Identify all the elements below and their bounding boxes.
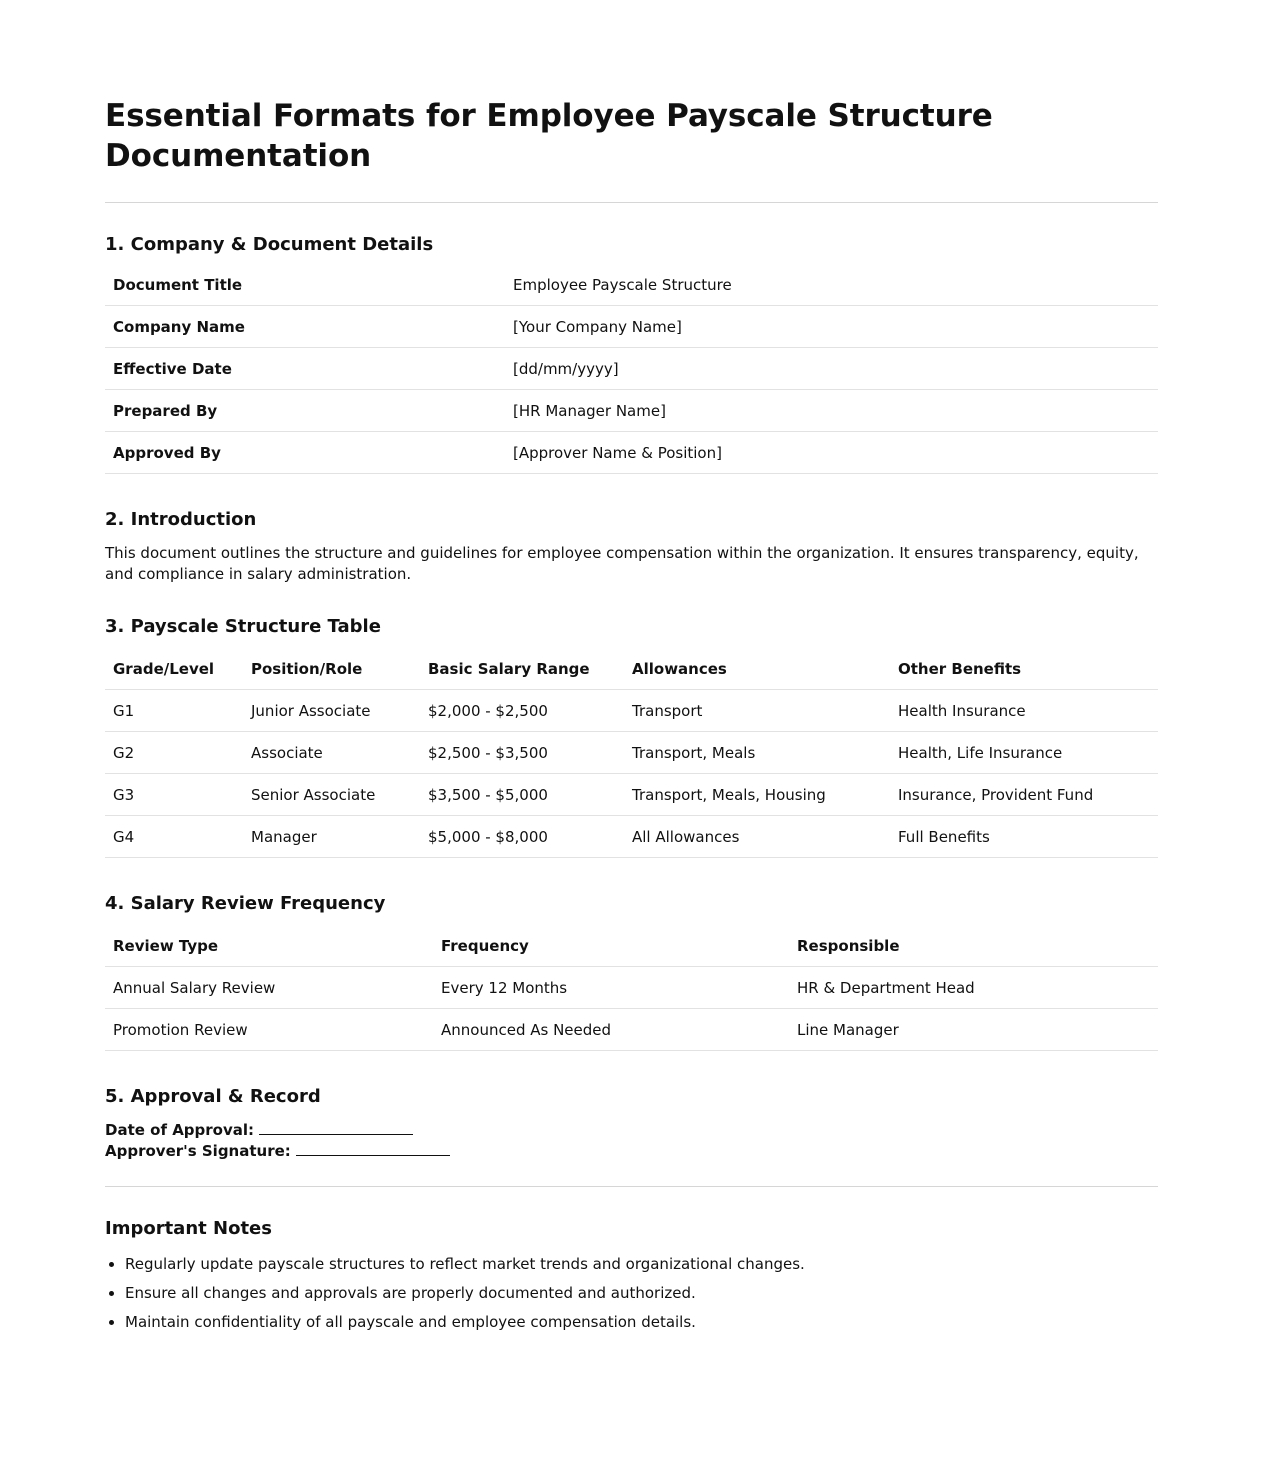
column-header: Review Type [105, 925, 433, 967]
table-cell: Insurance, Provident Fund [890, 774, 1158, 816]
table-cell: All Allowances [624, 816, 890, 858]
column-header: Other Benefits [890, 648, 1158, 690]
detail-value: [Approver Name & Position] [505, 432, 1158, 474]
table-row [105, 816, 1158, 858]
column-header: Frequency [433, 925, 789, 967]
list-item: • Maintain confidentiality of all payscale and employee compensation details. [125, 1312, 1158, 1333]
detail-key: Document Title [105, 264, 505, 306]
table-cell: G3 [105, 774, 243, 816]
column-header: Basic Salary Range [420, 648, 624, 690]
table-cell: Promotion Review [105, 1009, 433, 1051]
section-heading-introduction: 2. Introduction [105, 509, 257, 530]
detail-key: Effective Date [105, 348, 505, 390]
table-cell: $2,000 - $2,500 [420, 690, 624, 732]
list-item: • Ensure all changes and approvals are properly documented and authorized. [125, 1283, 1158, 1304]
table-header-row [105, 925, 1158, 967]
table-row [105, 690, 1158, 732]
table-row [105, 732, 1158, 774]
section-heading-company-details: 1. Company & Document Details [105, 234, 434, 255]
table-row [105, 306, 1158, 348]
introduction-text: This document outlines the structure and guidelines for employee compensation within the organization. It ensures transparency, equity, and compliance in salary administration. [105, 544, 1139, 583]
approval-date-blank [259, 1120, 413, 1135]
detail-value: [HR Manager Name] [505, 390, 1158, 432]
detail-value: Employee Payscale Structure [505, 264, 1158, 306]
table-row [105, 264, 1158, 306]
notes-divider [105, 1186, 1158, 1187]
section-heading-review-frequency: 4. Salary Review Frequency [105, 893, 386, 914]
detail-key: Company Name [105, 306, 505, 348]
column-header: Position/Role [243, 648, 420, 690]
table-cell: Health, Life Insurance [890, 732, 1158, 774]
table-cell: Health Insurance [890, 690, 1158, 732]
table-cell: Junior Associate [243, 690, 420, 732]
approver-signature-label: Approver's Signature: [105, 1142, 291, 1160]
table-cell: Every 12 Months [433, 967, 789, 1009]
table-row [105, 774, 1158, 816]
detail-value: [dd/mm/yyyy] [505, 348, 1158, 390]
table-cell: Associate [243, 732, 420, 774]
table-cell: Annual Salary Review [105, 967, 433, 1009]
table-header-row [105, 648, 1158, 690]
approver-signature-line [105, 1141, 1158, 1162]
table-cell: Transport [624, 690, 890, 732]
column-header: Allowances [624, 648, 890, 690]
table-row [105, 348, 1158, 390]
table-cell: Senior Associate [243, 774, 420, 816]
table-cell: Manager [243, 816, 420, 858]
detail-key: Prepared By [105, 390, 505, 432]
column-header: Grade/Level [105, 648, 243, 690]
table-row [105, 432, 1158, 474]
table-cell: G4 [105, 816, 243, 858]
table-cell: Line Manager [789, 1009, 1158, 1051]
title-divider [105, 202, 1158, 203]
approval-date-line [105, 1120, 1158, 1141]
table-row [105, 390, 1158, 432]
table-cell: G1 [105, 690, 243, 732]
approver-signature-blank [296, 1141, 450, 1156]
detail-value: [Your Company Name] [505, 306, 1158, 348]
table-cell: G2 [105, 732, 243, 774]
notes-list [105, 1254, 1158, 1333]
table-cell: Transport, Meals [624, 732, 890, 774]
section-heading-approval: 5. Approval & Record [105, 1086, 321, 1107]
column-header: Responsible [789, 925, 1158, 967]
table-cell: HR & Department Head [789, 967, 1158, 1009]
table-cell: Announced As Needed [433, 1009, 789, 1051]
table-row [105, 1009, 1158, 1051]
table-cell: $3,500 - $5,000 [420, 774, 624, 816]
approval-date-label: Date of Approval: [105, 1121, 255, 1139]
review-frequency-table [105, 925, 1158, 1051]
section-heading-payscale: 3. Payscale Structure Table [105, 616, 381, 637]
company-details-table [105, 264, 1158, 474]
table-row [105, 967, 1158, 1009]
detail-key: Approved By [105, 432, 505, 474]
page-title: Essential Formats for Employee Payscale Structure Documentation [105, 98, 993, 174]
table-cell: Full Benefits [890, 816, 1158, 858]
table-cell: Transport, Meals, Housing [624, 774, 890, 816]
table-cell: $2,500 - $3,500 [420, 732, 624, 774]
table-cell: $5,000 - $8,000 [420, 816, 624, 858]
list-item: • Regularly update payscale structures to reflect market trends and organizational changes. [125, 1254, 1158, 1275]
approval-block [105, 1120, 1158, 1162]
section-heading-important-notes: Important Notes [105, 1218, 272, 1239]
payscale-table [105, 648, 1158, 858]
